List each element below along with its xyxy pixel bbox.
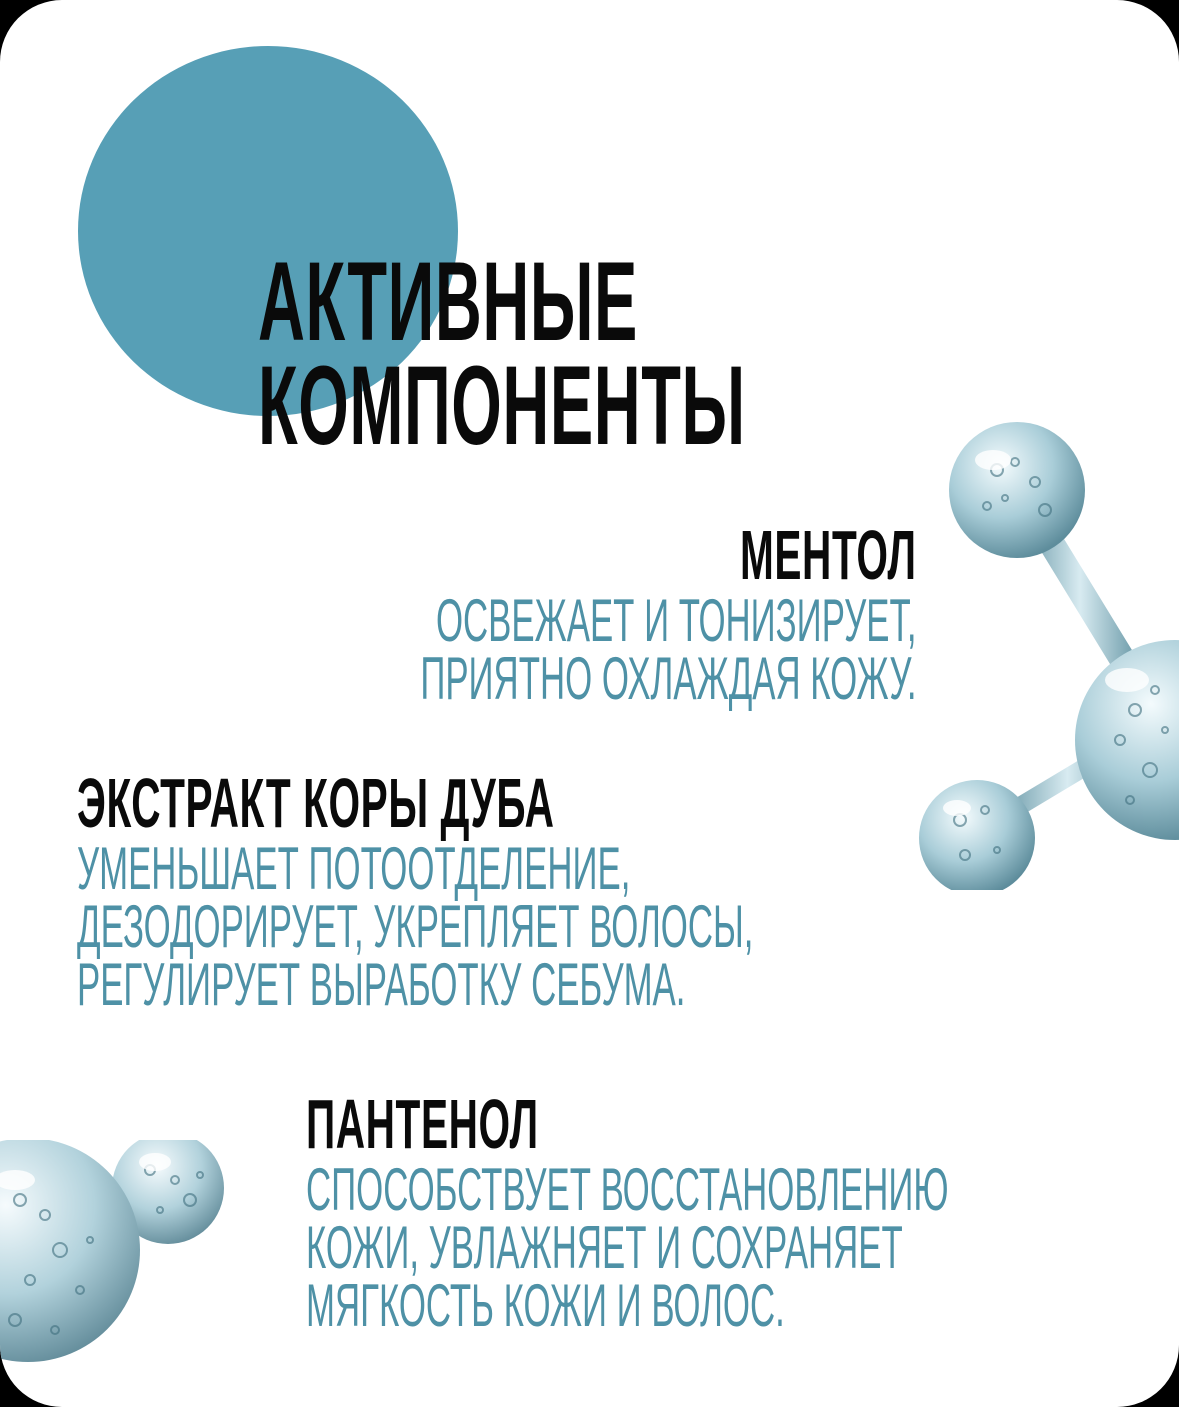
description-line: КОЖИ, УВЛАЖНЯЕТ И СОХРАНЯЕТ — [306, 1214, 903, 1281]
component-name: МЕНТОЛ — [740, 516, 917, 594]
molecule-icon-right — [905, 410, 1179, 890]
title-line-2: КОМПОНЕНТЫ — [258, 343, 746, 468]
description-line: ОСВЕЖАЕТ И ТОНИЗИРУЕТ, — [436, 587, 917, 654]
description-line: РЕГУЛИРУЕТ ВЫРАБОТКУ СЕБУМА. — [77, 951, 686, 1018]
description-line: СПОСОБСТВУЕТ ВОССТАНОВЛЕНИЮ — [306, 1156, 949, 1223]
page-title — [258, 239, 746, 468]
component-name: ЭКСТРАКТ КОРЫ ДУБА — [77, 764, 555, 842]
component-description — [306, 1156, 949, 1339]
title-line-1: АКТИВНЫЕ — [258, 239, 638, 364]
component-description — [420, 587, 917, 712]
description-line: МЯГКОСТЬ КОЖИ И ВОЛОС. — [306, 1272, 785, 1339]
molecule-icon-bottom-left — [0, 1140, 240, 1380]
component-menthol — [420, 516, 917, 712]
component-panthenol — [306, 1085, 949, 1339]
description-line: ДЕЗОДОРИРУЕТ, УКРЕПЛЯЕТ ВОЛОСЫ, — [77, 893, 754, 960]
component-name: ПАНТЕНОЛ — [306, 1085, 539, 1163]
description-line: УМЕНЬШАЕТ ПОТООТДЕЛЕНИЕ, — [77, 835, 631, 902]
component-oak-bark-extract — [77, 764, 754, 1018]
description-line: ПРИЯТНО ОХЛАЖДАЯ КОЖУ. — [420, 645, 917, 712]
component-description — [77, 835, 754, 1018]
